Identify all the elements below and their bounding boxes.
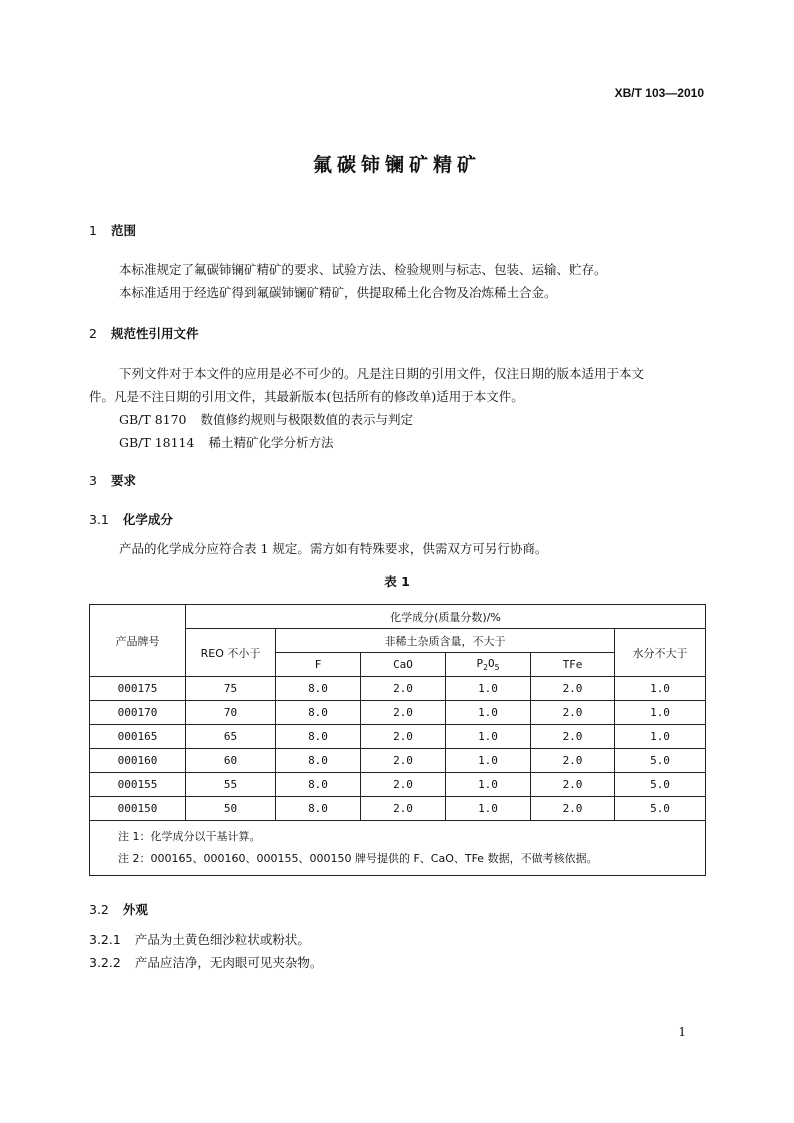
chemical-composition-paragraph: 产品的化学成分应符合表 1 规定。需方如有特殊要求，供需双方可另行协商。 [119, 541, 548, 556]
table-note-2: 注 2：000165、000160、000155、000150 牌号提供的 F、CaO、TFe 数据，不做考核依据。 [118, 852, 598, 865]
table-row [90, 677, 706, 701]
cell-reo: 60 [186, 749, 276, 773]
cell-tfe: 2.0 [531, 725, 615, 749]
section-number: 3 [89, 473, 97, 488]
reference-item [119, 408, 413, 431]
cell-f: 8.0 [276, 773, 361, 797]
references-paragraph-line-2: 件。凡是不注日期的引用文件，其最新版本(包括所有的修改单)适用于本文件。 [89, 389, 524, 404]
section-3-1-heading [89, 510, 173, 528]
header-cao: CaO [361, 653, 446, 677]
cell-tfe: 2.0 [531, 749, 615, 773]
clause-text: 产品应洁净，无肉眼可见夹杂物。 [134, 955, 323, 970]
cell-f: 8.0 [276, 749, 361, 773]
section-title: 要求 [110, 473, 136, 488]
header-grade: 产品牌号 [90, 605, 186, 677]
header-chemical-composition: 化学成分(质量分数)/% [186, 605, 706, 629]
section-title: 外观 [122, 902, 148, 917]
cell-cao: 2.0 [361, 725, 446, 749]
cell-cao: 2.0 [361, 677, 446, 701]
cell-cao: 2.0 [361, 773, 446, 797]
clause-3-2-2 [89, 951, 322, 974]
cell-water: 1.0 [615, 701, 706, 725]
cell-grade: 000150 [90, 797, 186, 821]
cell-f: 8.0 [276, 701, 361, 725]
section-title: 范围 [110, 223, 136, 238]
cell-grade: 000155 [90, 773, 186, 797]
table-notes [90, 821, 706, 876]
cell-grade: 000170 [90, 701, 186, 725]
cell-f: 8.0 [276, 725, 361, 749]
section-3-2-heading [89, 900, 148, 918]
cell-p2o5: 1.0 [446, 701, 531, 725]
cell-reo: 65 [186, 725, 276, 749]
cell-water: 1.0 [615, 725, 706, 749]
reference-code: GB/T 18114 [119, 435, 195, 450]
cell-tfe: 2.0 [531, 773, 615, 797]
section-number: 2 [89, 326, 97, 341]
table-row [90, 773, 706, 797]
cell-tfe: 2.0 [531, 701, 615, 725]
cell-tfe: 2.0 [531, 677, 615, 701]
chemical-composition-table [89, 604, 706, 876]
section-title: 规范性引用文件 [110, 326, 199, 341]
reference-item [119, 431, 333, 454]
table-row [90, 797, 706, 821]
scope-paragraph-2: 本标准适用于经选矿得到氟碳铈镧矿精矿，供提取稀土化合物及冶炼稀土合金。 [119, 285, 557, 300]
section-number: 3.1 [89, 512, 109, 527]
header-water: 水分不大于 [615, 629, 706, 677]
cell-water: 5.0 [615, 773, 706, 797]
reference-name: 稀土精矿化学分析方法 [208, 435, 334, 450]
cell-water: 5.0 [615, 749, 706, 773]
cell-grade: 000165 [90, 725, 186, 749]
header-reo: REO 不小于 [186, 629, 276, 677]
section-title: 化学成分 [122, 512, 173, 527]
table-row [90, 701, 706, 725]
table-note-1: 注 1：化学成分以干基计算。 [118, 830, 261, 843]
cell-p2o5: 1.0 [446, 797, 531, 821]
cell-p2o5: 1.0 [446, 725, 531, 749]
header-f: F [276, 653, 361, 677]
references-paragraph-line-1: 下列文件对于本文件的应用是必不可少的。凡是注日期的引用文件，仅注日期的版本适用于本文 [119, 366, 645, 381]
cell-p2o5: 1.0 [446, 677, 531, 701]
cell-reo: 50 [186, 797, 276, 821]
cell-tfe: 2.0 [531, 797, 615, 821]
section-number: 1 [89, 223, 97, 238]
page-number: 1 [678, 1025, 686, 1039]
cell-cao: 2.0 [361, 797, 446, 821]
cell-cao: 2.0 [361, 749, 446, 773]
cell-f: 8.0 [276, 797, 361, 821]
clause-text: 产品为土黄色细沙粒状或粉状。 [134, 932, 310, 947]
header-impurity: 非稀土杂质含量，不大于 [276, 629, 615, 653]
header-p2o5: $P_2O_5$ [446, 653, 531, 677]
section-number: 3.2 [89, 902, 109, 917]
cell-reo: 70 [186, 701, 276, 725]
clause-3-2-1 [89, 928, 310, 951]
cell-p2o5: 1.0 [446, 749, 531, 773]
section-2-heading [89, 324, 198, 342]
clause-number: 3.2.2 [89, 955, 121, 970]
section-3-heading [89, 471, 136, 489]
cell-water: 1.0 [615, 677, 706, 701]
cell-reo: 55 [186, 773, 276, 797]
cell-p2o5: 1.0 [446, 773, 531, 797]
reference-code: GB/T 8170 [119, 412, 187, 427]
table-row [90, 725, 706, 749]
clause-number: 3.2.1 [89, 932, 121, 947]
document-title: 氟碳铈镧矿精矿 [312, 154, 481, 176]
cell-water: 5.0 [615, 797, 706, 821]
scope-paragraph-1: 本标准规定了氟碳铈镧矿精矿的要求、试验方法、检验规则与标志、包装、运输、贮存。 [119, 262, 607, 277]
cell-f: 8.0 [276, 677, 361, 701]
header-tfe: TFe [531, 653, 615, 677]
cell-reo: 75 [186, 677, 276, 701]
table-row [90, 749, 706, 773]
cell-grade: 000160 [90, 749, 186, 773]
standard-code: XB/T 103—2010 [614, 86, 704, 100]
cell-cao: 2.0 [361, 701, 446, 725]
cell-grade: 000175 [90, 677, 186, 701]
reference-name: 数值修约规则与极限数值的表示与判定 [200, 412, 414, 427]
section-1-heading [89, 221, 136, 239]
table-caption: 表 1 [384, 574, 410, 589]
